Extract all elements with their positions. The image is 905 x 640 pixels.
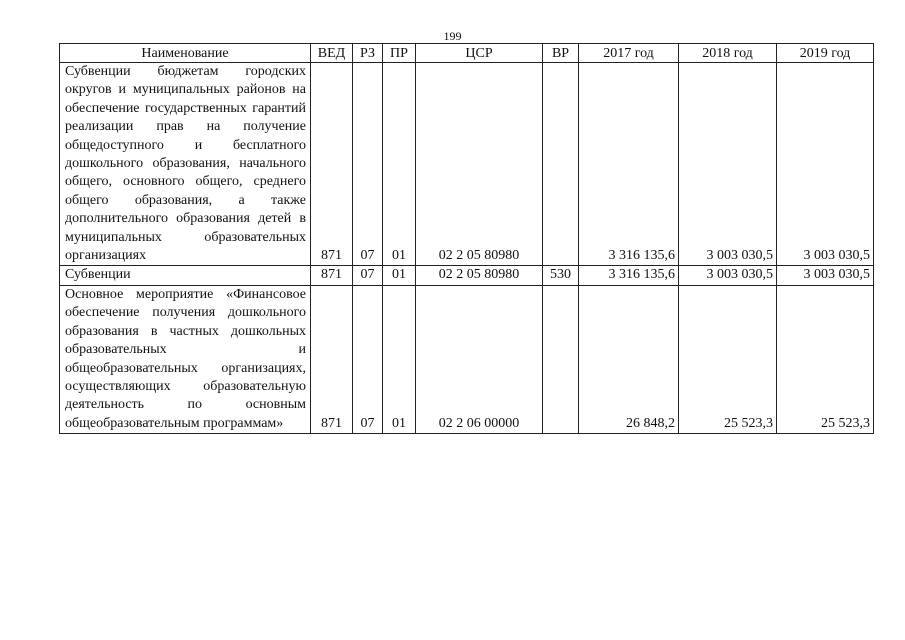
header-csr: ЦСР [416,44,543,63]
header-rz: РЗ [353,44,383,63]
header-pr: ПР [383,44,416,63]
header-year-2018: 2018 год [679,44,777,63]
row-vr: 530 [543,266,579,285]
row-2017: 3 316 135,6 [579,63,679,266]
row-vr [543,63,579,266]
row-pr: 01 [383,63,416,266]
row-csr: 02 2 06 00000 [416,285,543,433]
row-pr: 01 [383,266,416,285]
row-rz: 07 [353,266,383,285]
row-csr: 02 2 05 80980 [416,63,543,266]
row-2019: 3 003 030,5 [777,266,874,285]
row-2018: 25 523,3 [679,285,777,433]
row-ved: 871 [311,266,353,285]
row-rz: 07 [353,63,383,266]
row-name: Субвенции бюджетам городских округов и муниципальных районов на обеспечение государственных гарантий реализации прав на получение общедоступного и бесплатного дошкольного образования, начального общего, основного общего, среднего общего образования, а также дополнительного образования детей в муниципальных образовательных организациях [60,63,311,266]
row-csr: 02 2 05 80980 [416,266,543,285]
table-row [60,266,874,285]
row-2019: 25 523,3 [777,285,874,433]
budget-table [59,43,874,434]
header-name: Наименование [60,44,311,63]
table-row [60,63,874,266]
page-number: 199 [443,29,462,43]
header-vr: ВР [543,44,579,63]
row-2017: 3 316 135,6 [579,266,679,285]
row-ved: 871 [311,285,353,433]
table-header-row [60,44,874,63]
row-name: Основное мероприятие «Финансовое обеспечение получения дошкольного образования в частных дошкольных образовательных и общеобразовательных организациях, осуществляющих образовательную деятельность по основным общеобразовательным программам» [60,285,311,433]
row-pr: 01 [383,285,416,433]
header-ved: ВЕД [311,44,353,63]
row-name: Субвенции [60,266,311,285]
row-ved: 871 [311,63,353,266]
row-2018: 3 003 030,5 [679,63,777,266]
row-2018: 3 003 030,5 [679,266,777,285]
row-vr [543,285,579,433]
row-2019: 3 003 030,5 [777,63,874,266]
row-rz: 07 [353,285,383,433]
header-year-2017: 2017 год [579,44,679,63]
row-2017: 26 848,2 [579,285,679,433]
table-row [60,285,874,433]
header-year-2019: 2019 год [777,44,874,63]
